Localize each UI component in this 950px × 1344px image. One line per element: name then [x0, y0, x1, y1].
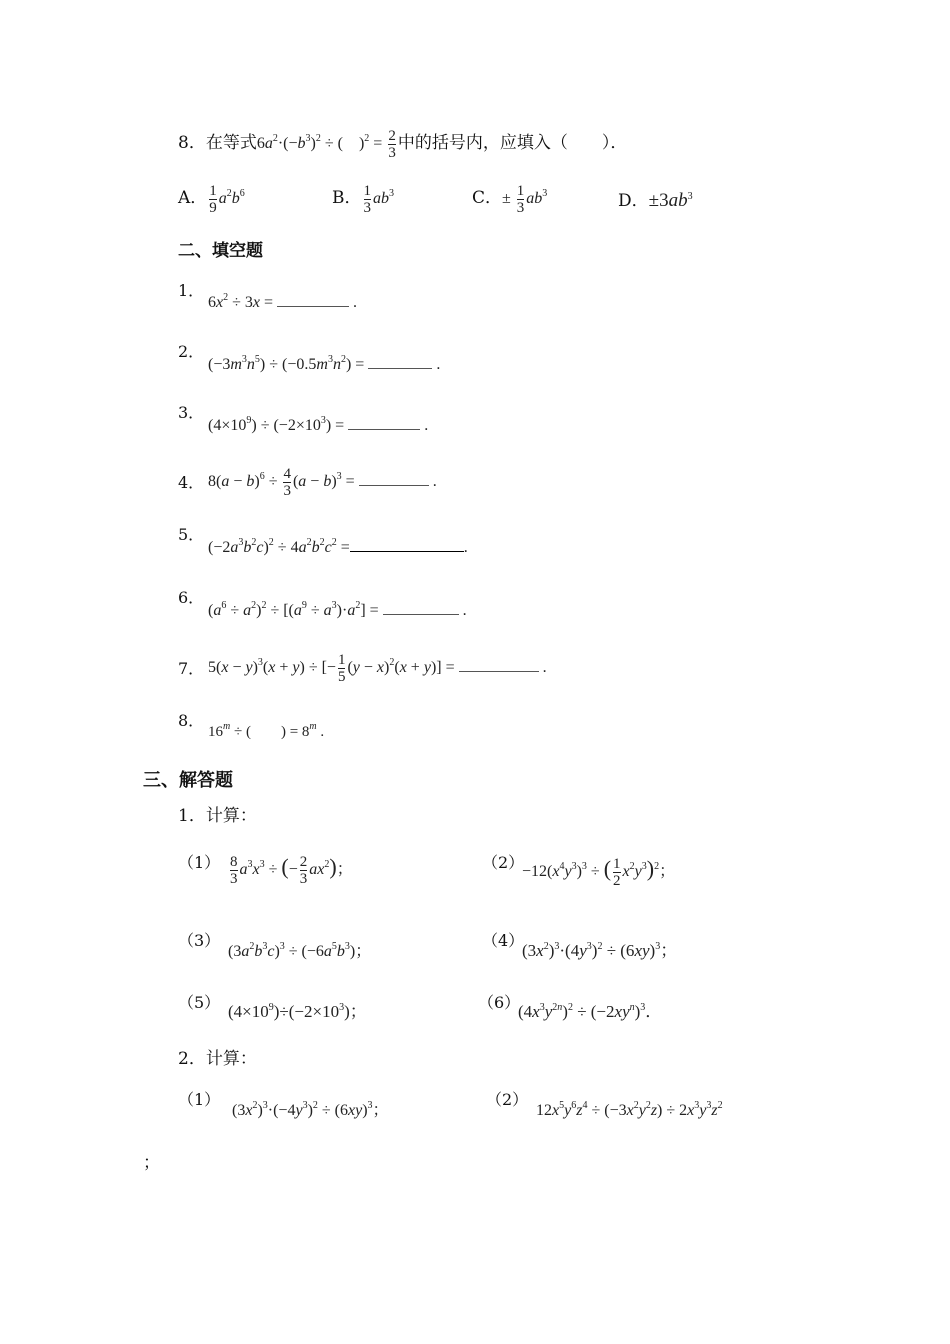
q8-number: 8． — [178, 133, 206, 154]
q8-stem — [178, 128, 627, 161]
q1-part-5-label: （5） — [178, 993, 221, 1012]
q8-option-b-expr: $\frac{1}{3}$ $ab^3$ — [363, 183, 394, 216]
q1-part-5-expr: $(4\times 10^9)\div(-2\times 10^3)$； — [228, 1002, 367, 1021]
fill-item-6-expr: $(a^6 \div a^2)^2 \div [(a^9 \div a^3)\cdot a^2]$ = . — [208, 600, 467, 619]
q8-expression: $6a^2\cdot(-b^3)^2$ ÷ ( )$^2$ = $\frac{2}{3}$ — [256, 128, 396, 161]
q8-option-c-expr: ± $\frac{1}{3}$ $ab^3$ — [502, 183, 548, 216]
answer-blank[interactable] — [368, 354, 432, 369]
fill-item-3-expr: $(4\times 10^9) \div (-2\times 10^3)$ = . — [208, 415, 429, 434]
section3-title: 三、解答题 — [143, 770, 233, 791]
fill-item-1: 1． — [178, 281, 205, 300]
q1-part-6-label: （6） — [478, 993, 521, 1012]
q1-part-6-expr: $(4x^3y^{2n})^2 \div (-2xy^n)^3$． — [518, 1002, 663, 1021]
fill-item-3: 3． — [178, 403, 205, 422]
q8-text-after: 中的括号内，应填入（ ）． — [397, 133, 628, 154]
q8-option-c[interactable]: C．± $\frac{1}{3}$ $ab^3$ — [472, 183, 548, 216]
fill-item-6: 6． — [178, 588, 205, 607]
q2-part-2-label: （2） — [486, 1090, 529, 1109]
q2-part-1-expr: $(3x^2)^3\cdot(-4y^3)^2 \div (6xy)^3$； — [232, 1100, 389, 1119]
q8-option-b[interactable]: B． $\frac{1}{3}$ $ab^3$ — [332, 183, 394, 216]
q1-part-3-expr: $(3a^2b^3c)^3 \div (-6a^5b^3)$； — [228, 941, 372, 960]
q1-part-4-label: （4） — [482, 931, 525, 950]
q8-option-a[interactable]: A． $\frac{1}{9}$ $a^2b^6$ — [178, 183, 245, 216]
fill-item-2-expr: $(-3m^3n^5) \div (-0.5m^3n^2)$ = . — [208, 354, 441, 373]
q2-part-2-expr: $12x^5y^6z^4 \div (-3x^2y^2z) \div 2x^3y^3z^2$ — [536, 1100, 723, 1119]
q1-part-1-label: （1） — [178, 853, 221, 872]
fill-item-4-expr: $8(a - b)^6$ ÷ $\frac{4}{3}$ $(a - b)^3$ = . — [208, 466, 437, 499]
fill-item-4: 4． — [178, 473, 205, 492]
fill-item-8-expr: $16^m$ ÷ ( ) = $8^m$ . — [208, 721, 325, 740]
q1-part-1-expr: $\frac{8}{3}$ $a^3x^3$ ÷ (− $\frac{2}{3}$ $ax^2$)； — [230, 854, 353, 887]
answer-blank[interactable] — [348, 415, 420, 430]
fill-item-8: 8． — [178, 711, 205, 730]
q8-option-d-expr: $\pm 3ab^3$ — [648, 190, 693, 211]
q2-part-1-label: （1） — [178, 1090, 221, 1109]
fill-item-5-expr: $(-2a^3b^2c)^2 \div 4a^2b^2c^2$ = . — [208, 537, 468, 556]
section3-q2-title: 2．计算： — [178, 1049, 257, 1069]
trailing-semicolon: ； — [143, 1153, 160, 1173]
fill-item-2: 2． — [178, 342, 205, 361]
q1-part-3-label: （3） — [178, 931, 221, 950]
section2-title: 二、填空题 — [178, 241, 263, 261]
q1-part-2-expr: $-12(x^4y^3)^3$ ÷ ( $\frac{1}{2}$ $x^2y^3)^2$； — [522, 856, 676, 889]
q1-part-4-expr: $(3x^2)^3\cdot(4y^3)^2 \div (6xy)^3$； — [522, 941, 678, 960]
section3-q1-title: 1．计算： — [178, 806, 257, 826]
answer-blank[interactable] — [277, 292, 349, 307]
fill-item-7: 7． — [178, 659, 205, 678]
q8-option-a-expr: $\frac{1}{9}$ $a^2b^6$ — [209, 183, 245, 216]
answer-blank[interactable] — [383, 600, 459, 615]
answer-blank[interactable] — [350, 537, 464, 552]
answer-blank[interactable] — [459, 657, 539, 672]
q1-part-2-label: （2） — [482, 853, 525, 872]
answer-blank[interactable] — [359, 471, 429, 486]
q8-option-d[interactable]: D．$\pm 3ab^3$ — [618, 190, 693, 211]
q8-text-before: 在等式 — [205, 133, 257, 154]
fill-item-7-expr: $5(x - y)^3(x + y)$ ÷ [− $\frac{1}{5}$ $(y - x)^2(x + y)$] = . — [208, 652, 547, 685]
fill-item-5: 5． — [178, 525, 205, 544]
fill-item-1-expr: $6x^2 \div 3x$ = . — [208, 292, 358, 311]
